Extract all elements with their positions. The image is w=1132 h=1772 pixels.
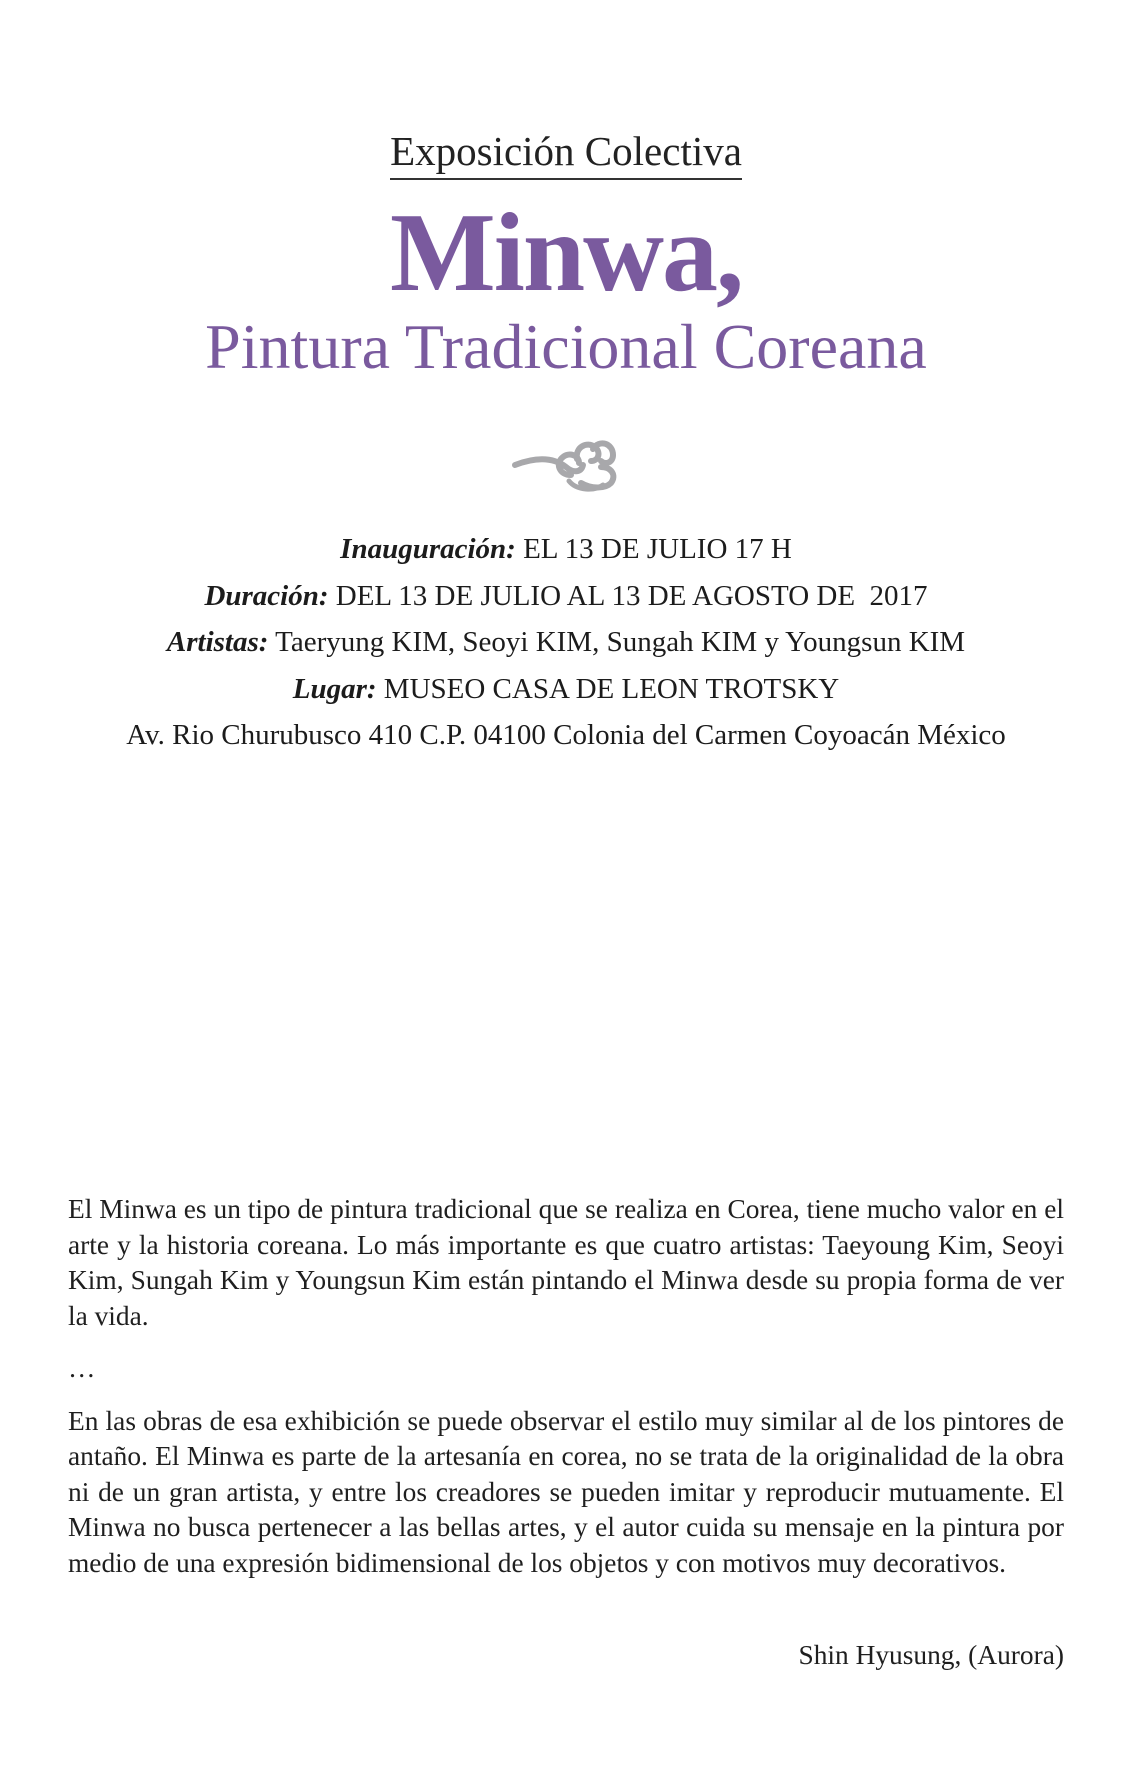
paragraph-intro: El Minwa es un tipo de pintura tradicional que se realiza en Corea, tiene mucho valor en el arte y la historia coreana. Lo más importante es que cuatro artistas: Taeyoung Kim, Seoyi Kim, Sungah Kim y Youngsun Kim están pintando el Minwa desde su propia forma de ver la vida. (68, 1194, 1064, 1331)
place-line (0, 666, 1132, 713)
place-label: Lugar: (292, 672, 377, 705)
description (68, 1192, 1064, 1581)
header (0, 128, 1132, 382)
opening-value: EL 13 DE JULIO 17 H (523, 533, 792, 565)
signature: Shin Hyusung, (Aurora) (798, 1640, 1064, 1670)
duration-label: Duración: (204, 579, 329, 612)
paragraph-body: En las obras de esa exhibición se puede observar el estilo muy similar al de los pintores de antaño. El Minwa es parte de la artesanía en corea, no se trata de la originalidad de la obra ni de un gran artista, y entre los creadores se pueden imitar y reproducir mutuamente. El Minwa no busca pertenecer a las bellas artes, y el autor cuida su mensaje en la pintura por medio de una expresión bidimensional de los objetos y con motivos muy decorativos. (68, 1405, 1064, 1578)
cloud-swirl-icon (511, 435, 621, 495)
place-value: MUSEO CASA DE LEON TROTSKY (383, 672, 840, 705)
artists-line (0, 619, 1132, 666)
duration-line (0, 573, 1132, 620)
event-details (0, 526, 1132, 759)
duration-value: DEL 13 DE JULIO AL 13 DE AGOSTO DE 2017 (335, 579, 928, 612)
artists-value: Taeryung KIM, Seoyi KIM, Sungah KIM y Youngsun KIM (275, 626, 966, 658)
opening-label: Inauguración: (340, 533, 516, 565)
artists-label: Artistas: (166, 626, 269, 658)
address-line: Av. Rio Churubusco 410 C.P. 04100 Colonia del Carmen Coyoacán México (126, 719, 1006, 751)
exhibition-type: Exposición Colectiva (390, 128, 742, 180)
opening-line (0, 526, 1132, 573)
page-subtitle: Pintura Tradicional Coreana (205, 311, 927, 382)
ellipsis: … (68, 1353, 96, 1383)
ornament (0, 435, 1132, 500)
page-title: Minwa, (390, 191, 742, 315)
